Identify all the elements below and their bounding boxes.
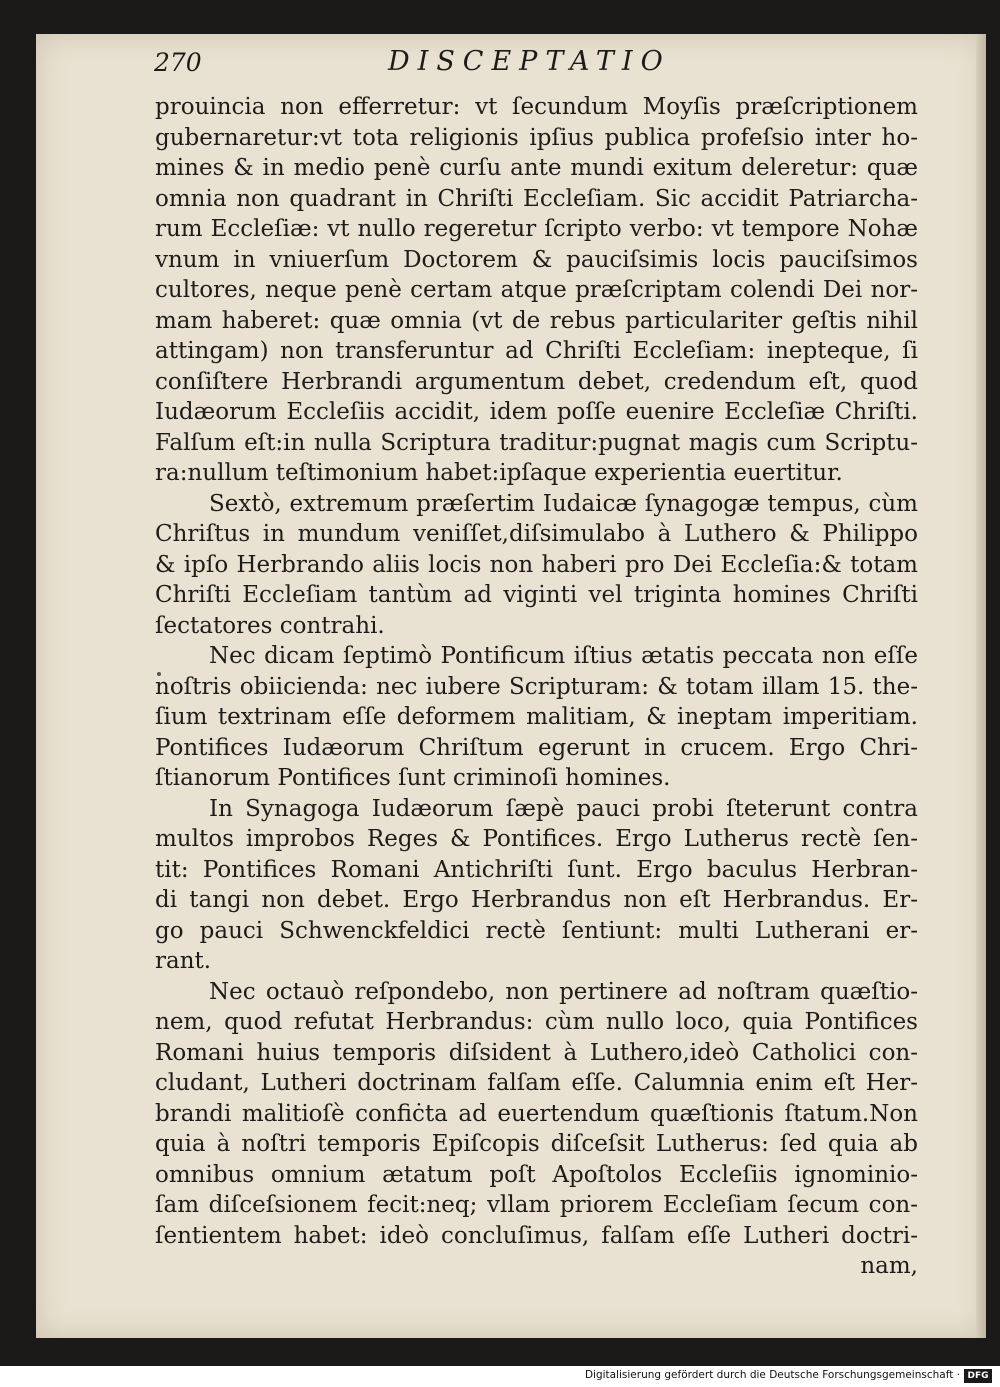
text-line: ra:nullum teſtimonium habet:ipſaque experientia euertitur. [155,460,843,486]
text-line: Romani huius temporis diſsident à Luthero,ideò Catholici con- [155,1039,918,1066]
text-line: go pauci Schwenckfeldici rectè ſentiunt: multi Lutherani er- [155,917,918,944]
text-line: Nec dicam ſeptimò Pontificum iſtius ætatis peccata non eſſe [209,643,918,669]
text-line: conſiſtere Herbrandi argumentum debet, credendum eſt, quod [155,368,918,395]
text-line: noſtris obiicienda: nec iubere Scripturam: & totam illam 15. the- [155,673,918,700]
text-line: ſium textrinam eſſe deformem malitiam, & ineptam imperitiam. [155,704,918,730]
text-line: quia à noſtri temporis Epiſcopis diſceſsit Lutherus: ſed quia ab [155,1131,918,1157]
text-line: omnibus omnium ætatum poſt Apoſtolos Eccleſiis ignominio- [155,1161,918,1188]
page-number: 270 [154,48,202,77]
text-line: omnia non quadrant in Chriſti Eccleſiam. Sic accidit Patriarcha- [155,185,918,212]
text-line: & ipſo Herbrando aliis locis non haberi pro Dei Eccleſia:& totam [155,551,918,578]
dfg-logo: DFG [964,1369,992,1383]
text-line: nam, [860,1253,918,1279]
text-line: Nec octauò reſpondebo, non pertinere ad noſtram quæſtio- [209,978,918,1005]
text-line: attingam) non transferuntur ad Chriſti Eccleſiam: inepteque, ſi [155,338,918,364]
text-line: mam haberet: quæ omnia (vt de rebus particulariter geſtis nihil [155,307,918,334]
footer-credit: Digitalisierung gefördert durch die Deutsche Forschungsgemeinschaft · [584,1369,960,1381]
text-line: cludant, Lutheri doctrinam falſam eſſe. Calumnia enim eſt Her- [155,1070,918,1096]
running-head [154,46,924,86]
text-line: Iudæorum Eccleſiis accidit, idem poſſe euenire Eccleſiæ Chriſti. [155,399,918,425]
text-line: vnum in vniuerſum Doctorem & pauciſsimis locis pauciſsimos [155,246,918,273]
text-line: gubernaretur:vt tota religionis ipſius publica profeſsio inter ho- [155,124,918,151]
text-line: ſectatores contrahi. [155,612,385,639]
text-line: multos improbos Reges & Pontifices. Ergo Lutherus rectè ſen- [155,826,918,852]
footer-bar [0,1366,1000,1387]
text-line: prouincia non efferretur: vt ſecundum Moyſis præſcriptionem [155,94,918,120]
text-line: di tangi non debet. Ergo Herbrandus non eſt Herbrandus. Er- [155,887,918,913]
text-line: brandi malitioſè confiċta ad euertendum quæſtionis ſtatum.Non [155,1100,918,1127]
text-line: ſam diſceſsionem fecit:neq; vllam priorem Eccleſiam ſecum con- [155,1192,918,1218]
page-edge [976,34,986,1338]
text-line: tit: Pontifices Romani Antichriſti ſunt. Ergo baculus Herbran- [155,856,918,883]
text-line: mines & in medio penè curſu ante mundi exitum deleretur: quæ [155,155,918,181]
text-line: ſtianorum Pontifices ſunt criminoſi homines. [155,765,671,791]
text-line: Falſum eſt:in nulla Scriptura traditur:pugnat magis cum Scriptu- [155,429,918,456]
text-line: In Synagoga Iudæorum ſæpè pauci probi ſteterunt contra [209,795,918,822]
text-line: cultores, neque penè certam atque præſcriptam colendi Dei nor- [155,277,918,303]
text-line: ſentientem habet: ideò concluſimus, falſam eſſe Lutheri doctri- [155,1222,918,1249]
text-line: rum Eccleſiæ: vt nullo regeretur ſcripto verbo: vt tempore Nohæ [155,216,918,242]
text-line: nem, quod refutat Herbrandus: cùm nullo loco, quia Pontifices [155,1009,918,1035]
text-line: Chriſti Eccleſiam tantùm ad viginti vel triginta homines Chriſti [155,582,918,608]
header-title: DISCEPTATIO [388,46,671,77]
text-line: Pontifices Iudæorum Chriſtum egerunt in crucem. Ergo Chri- [155,734,918,761]
text-line: rant. [155,948,212,974]
text-line: Chriſtus in mundum veniſſet,diſsimulabo à Luthero & Philippo [155,521,918,547]
text-line: Sextò, extremum præſertim Iudaicæ ſynagogæ tempus, cùm [209,490,918,517]
text-body [155,92,918,1282]
